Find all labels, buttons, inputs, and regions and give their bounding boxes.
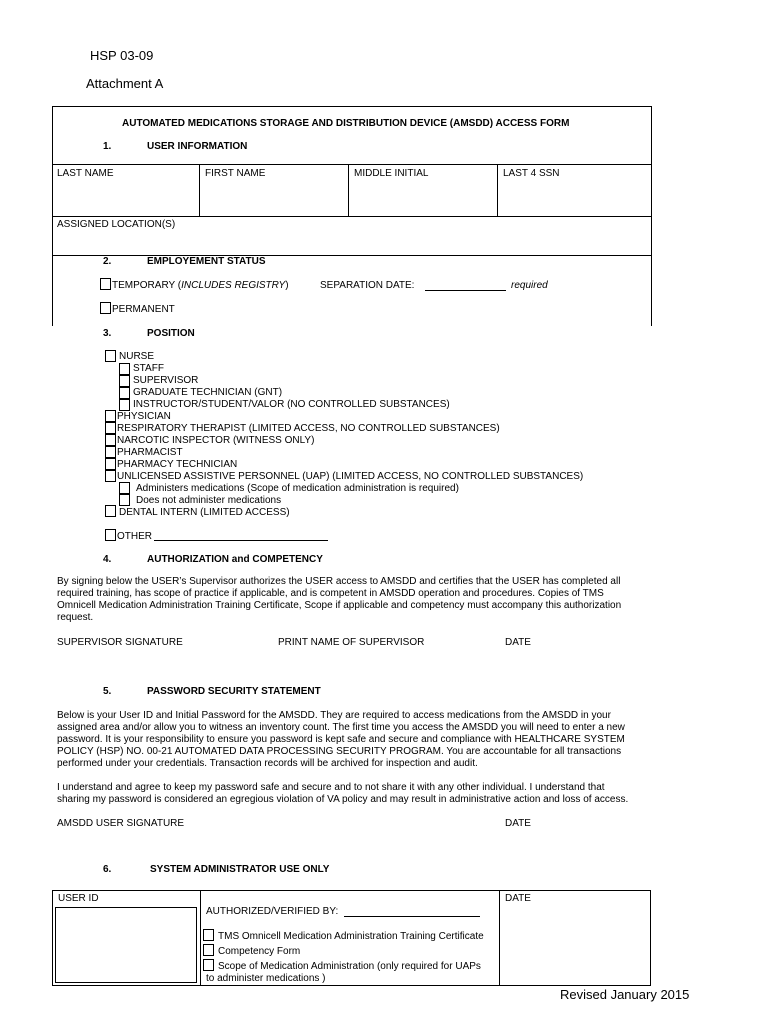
nurse-label: NURSE [119, 351, 155, 362]
narcotic-label: NARCOTIC INSPECTOR (WITNESS ONLY) [117, 435, 315, 446]
supervisor-label: SUPERVISOR [133, 375, 199, 386]
section3-number: 3. [103, 328, 112, 339]
gnt-checkbox[interactable] [119, 387, 130, 399]
pharmacist-checkbox[interactable] [105, 446, 116, 458]
sysadmin-date-label: DATE [505, 893, 531, 904]
supervisor-print-name-label: PRINT NAME OF SUPERVISOR [278, 637, 425, 648]
agreement-paragraph [57, 782, 657, 806]
nurse-checkbox[interactable] [105, 350, 116, 362]
temporary-label: TEMPORARY (INCLUDES REGISTRY) [112, 280, 289, 291]
instructor-checkbox[interactable] [119, 399, 130, 411]
last-name-label: LAST NAME [57, 168, 114, 179]
middle-initial-label: MIDDLE INITIAL [354, 168, 429, 179]
scope-label-continued: to administer medications ) [206, 973, 326, 984]
authorization-line: request. [57, 612, 94, 623]
last-4-ssn-label: LAST 4 SSN [503, 168, 560, 179]
sysadmin-box [52, 890, 651, 986]
attachment-label: Attachment A [86, 76, 164, 91]
authorized-by-label: AUTHORIZED/VERIFIED BY: [206, 906, 339, 917]
password-paragraph [57, 710, 657, 770]
pharmacy-tech-checkbox[interactable] [105, 458, 116, 470]
dental-intern-label: DENTAL INTERN (LIMITED ACCESS) [119, 507, 290, 518]
separation-date-input[interactable] [425, 290, 506, 291]
competency-checkbox[interactable] [203, 944, 214, 956]
first-name-field[interactable] [200, 164, 349, 216]
other-input[interactable] [154, 540, 328, 541]
scope-checkbox[interactable] [203, 959, 214, 971]
permanent-checkbox[interactable] [100, 302, 111, 314]
user-date-label: DATE [505, 818, 531, 829]
tms-checkbox[interactable] [203, 929, 214, 941]
section6-number: 6. [103, 864, 112, 875]
administers-checkbox[interactable] [119, 482, 130, 494]
physician-checkbox[interactable] [105, 410, 116, 422]
section6-title: SYSTEM ADMINISTRATOR USE ONLY [150, 864, 330, 875]
revised-date: Revised January 2015 [560, 987, 690, 1002]
not-administer-label: Does not administer medications [136, 495, 282, 506]
sysadmin-divider-right [499, 891, 500, 985]
user-id-label: USER ID [58, 893, 99, 904]
required-note: required [511, 280, 548, 291]
document-id: HSP 03-09 [90, 48, 154, 63]
agreement-line: sharing my password is considered an egregious violation of VA policy and may result in administrative action and loss of access. [57, 794, 629, 805]
assigned-location-field[interactable] [52, 217, 651, 255]
scope-label: Scope of Medication Administration (only required for UAPs [218, 961, 481, 972]
instructor-label: INSTRUCTOR/STUDENT/VALOR (NO CONTROLLED SUBSTANCES) [133, 399, 450, 410]
authorization-line: required training, has scope of practice if applicable, and is competent in AMSDD operation and procedures. Copies of TMS [57, 588, 604, 599]
section5-title: PASSWORD SECURITY STATEMENT [147, 686, 321, 697]
last-4-ssn-field[interactable] [498, 164, 651, 216]
assigned-location-label: ASSIGNED LOCATION(S) [57, 219, 176, 230]
competency-label: Competency Form [218, 946, 301, 957]
pharmacy-tech-label: PHARMACY TECHNICIAN [117, 459, 238, 470]
section1-title: USER INFORMATION [147, 141, 248, 152]
password-line: performed under your credentials. Transaction records will be archived for inspection and audit. [57, 758, 478, 769]
middle-initial-field[interactable] [349, 164, 498, 216]
location-bottom-line [52, 255, 651, 256]
section1-number: 1. [103, 141, 112, 152]
user-signature-label: AMSDD USER SIGNATURE [57, 818, 185, 829]
other-checkbox[interactable] [105, 529, 116, 541]
administers-label: Administers medications (Scope of medication administration is required) [136, 483, 459, 494]
form-title: AUTOMATED MEDICATIONS STORAGE AND DISTRIBUTION DEVICE (AMSDD) ACCESS FORM [122, 118, 570, 129]
authorization-line: Omnicell Medication Administration Training Certificate, Scope if applicable and competency must accompany this authorization [57, 600, 622, 611]
user-id-input[interactable] [55, 907, 197, 983]
temporary-checkbox[interactable] [100, 278, 111, 290]
password-line: assigned area and/or allow you to witness an inventory count. The first time you access the AMSDD you will need to enter a new [57, 722, 625, 733]
sysadmin-divider-left [200, 891, 201, 985]
form-border-right [651, 106, 652, 326]
uap-checkbox[interactable] [105, 470, 116, 482]
supervisor-checkbox[interactable] [119, 375, 130, 387]
section5-number: 5. [103, 686, 112, 697]
permanent-label: PERMANENT [112, 304, 175, 315]
uap-label: UNLICENSED ASSISTIVE PERSONNEL (UAP) (LIMITED ACCESS, NO CONTROLLED SUBSTANCES) [117, 471, 584, 482]
gnt-label: GRADUATE TECHNICIAN (GNT) [133, 387, 283, 398]
pharmacist-label: PHARMACIST [117, 447, 183, 458]
tms-label: TMS Omnicell Medication Administration Training Certificate [218, 931, 484, 942]
supervisor-signature-label: SUPERVISOR SIGNATURE [57, 637, 183, 648]
respiratory-checkbox[interactable] [105, 422, 116, 434]
respiratory-label: RESPIRATORY THERAPIST (LIMITED ACCESS, NO CONTROLLED SUBSTANCES) [117, 423, 500, 434]
authorization-line: By signing below the USER’s Supervisor authorizes the USER access to AMSDD and certifies that the USER has completed all [57, 576, 621, 587]
section4-number: 4. [103, 554, 112, 565]
not-administer-checkbox[interactable] [119, 494, 130, 506]
authorized-by-input[interactable] [344, 916, 480, 917]
staff-label: STAFF [133, 363, 164, 374]
staff-checkbox[interactable] [119, 363, 130, 375]
narcotic-checkbox[interactable] [105, 434, 116, 446]
supervisor-date-label: DATE [505, 637, 531, 648]
password-line: password. It is your responsibility to ensure you password is kept safe and secure and compliance with HEALTHCARE SYSTEM [57, 734, 625, 745]
agreement-line: I understand and agree to keep my password safe and secure and to not share it with any other individual. I understand that [57, 782, 605, 793]
section4-title: AUTHORIZATION and COMPETENCY [147, 554, 323, 565]
first-name-label: FIRST NAME [205, 168, 266, 179]
last-name-field[interactable] [52, 164, 200, 216]
password-line: POLICY (HSP) NO. 00-21 AUTOMATED DATA PROCESSING SECURITY PROGRAM. You are accountable for all transactions [57, 746, 622, 757]
section2-number: 2. [103, 256, 112, 267]
physician-label: PHYSICIAN [117, 411, 171, 422]
authorization-paragraph [57, 576, 647, 624]
password-line: Below is your User ID and Initial Password for the AMSDD. They are required to access medications from the AMSDD in your [57, 710, 611, 721]
section2-title: EMPLOYEMENT STATUS [147, 256, 266, 267]
form-border-top [52, 106, 651, 107]
other-label: OTHER [117, 531, 152, 542]
dental-intern-checkbox[interactable] [105, 505, 116, 517]
separation-date-label: SEPARATION DATE: [320, 280, 415, 291]
section3-title: POSITION [147, 328, 195, 339]
